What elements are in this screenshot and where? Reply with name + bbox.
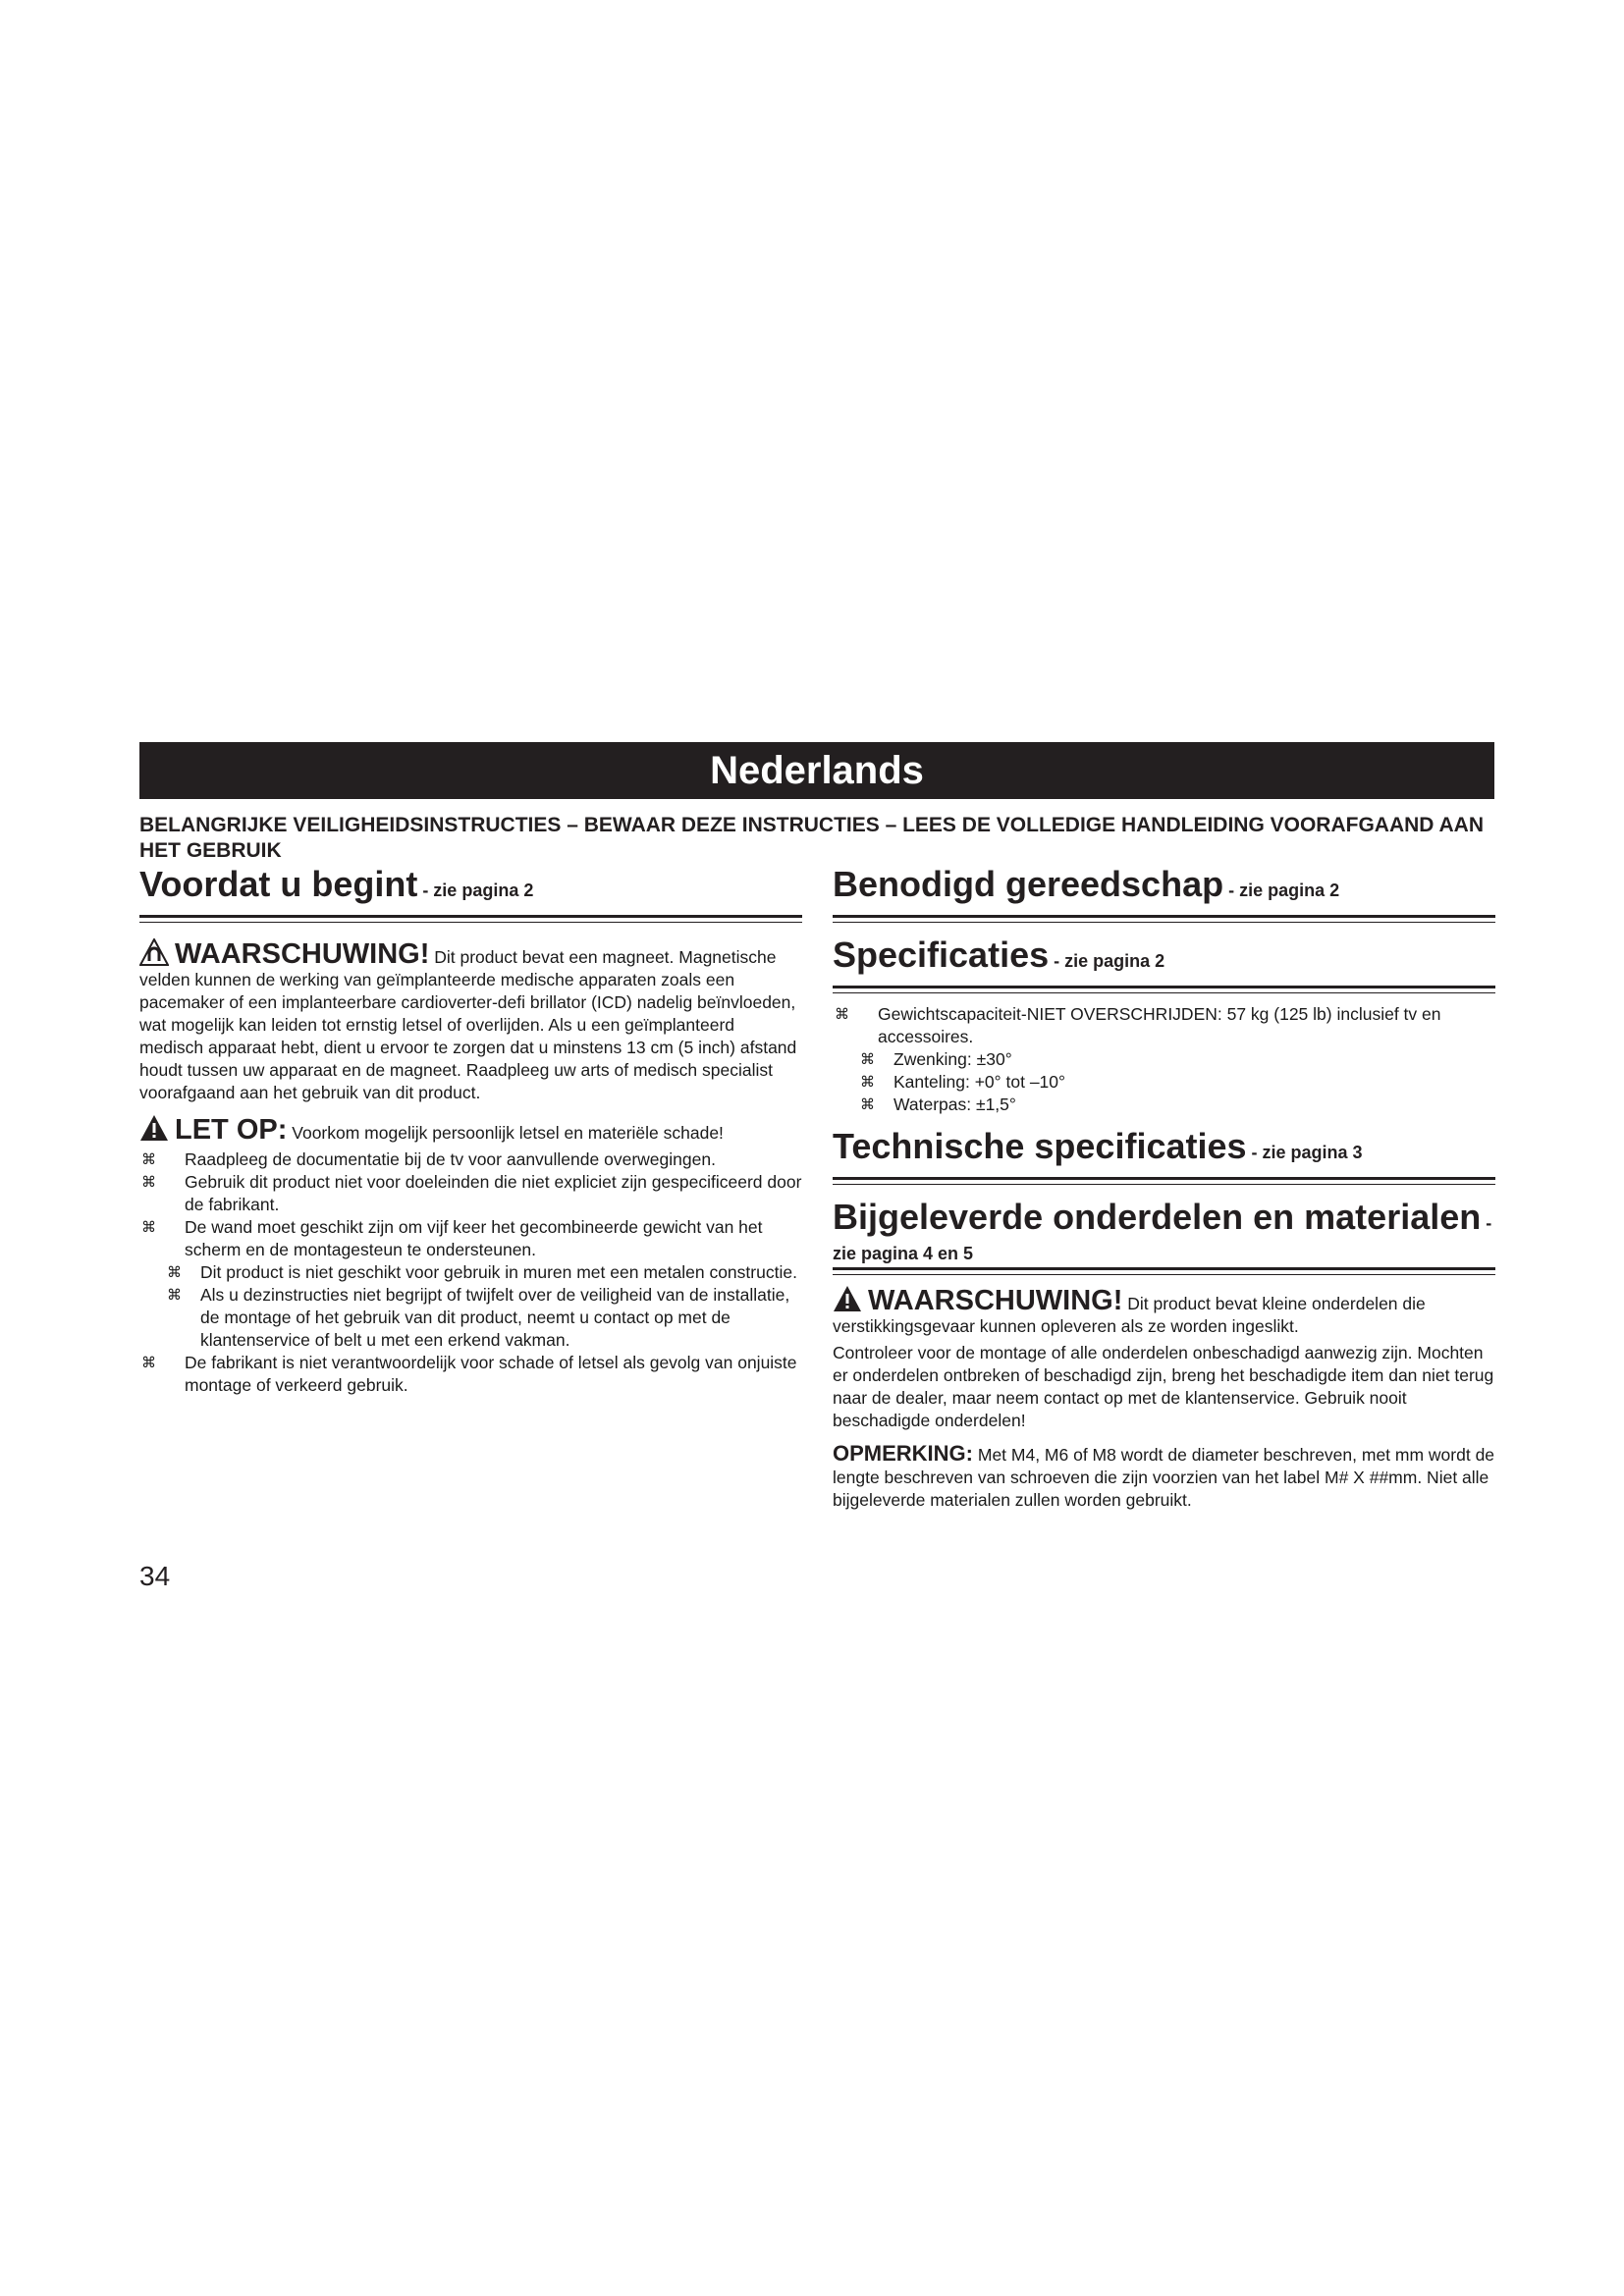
bullet-icon: ⌘ (167, 1287, 182, 1304)
section-title-text: Benodigd gereedschap (833, 864, 1224, 904)
section-rule (139, 915, 802, 923)
choking-warning (833, 1285, 1495, 1338)
bullet-icon: ⌘ (860, 1096, 875, 1113)
language-banner: Nederlands (139, 742, 1494, 799)
left-column (139, 864, 802, 1397)
magnet-warning-icon (139, 938, 169, 966)
safety-heading: BELANGRIJKE VEILIGHEIDSINSTRUCTIES – BEWAAR DEZE INSTRUCTIES – LEES DE VOLLEDIGE HANDLEIDING VOORAFGAAND AAN HET GEBRUIK (139, 814, 1485, 862)
caution-text: Voorkom mogelijk persoonlijk letsel en materiële schade! (287, 1123, 724, 1143)
section-title-parts (833, 1197, 1495, 1263)
note (833, 1442, 1495, 1512)
check-parts-text: Controleer voor de montage of alle onderdelen onbeschadigd aanwezig zijn. Mochten er onderdelen ontbreken of beschadigd zijn, breng het beschadigde item dan niet terug naar de dealer, maar neem contact op met de klantenservice. Gebruik nooit beschadigde onderdelen! (833, 1343, 1494, 1430)
bullet-icon: ⌘ (167, 1264, 182, 1281)
note-text: Met M4, M6 of M8 wordt de diameter beschreven, met mm wordt de lengte beschreven van schroeven die zijn voorzien van het label M# X ##mm. Niet alle bijgeleverde materialen zullen worden gebruikt. (833, 1445, 1495, 1510)
section-rule (833, 915, 1495, 923)
page-ref: - zie pagina 2 (1049, 951, 1165, 971)
list-item: ⌘ De wand moet geschikt zijn om vijf keer het gecombineerde gewicht van het scherm en de montagesteun te ondersteunen. (141, 1217, 763, 1259)
list-item: ⌘ Als u dezinstructies niet begrijpt of twijfelt over de veiligheid van de installatie, de montage of het gebruik van dit product, neemt u contact op met de klantenservice of belt u met een erkend vakman. (167, 1285, 790, 1350)
list-item: ⌘ De fabrikant is niet verantwoordelijk voor schade of letsel als gevolg van onjuiste montage of verkeerd gebruik. (141, 1353, 797, 1395)
note-heading: OPMERKING: (833, 1441, 973, 1466)
bullet-icon: ⌘ (141, 1355, 156, 1371)
bullet-icon: ⌘ (860, 1051, 875, 1068)
warning-heading: WAARSCHUWING! (175, 938, 430, 970)
page-ref: - zie pagina 3 (1246, 1143, 1363, 1162)
warning-triangle-icon (139, 1114, 169, 1142)
section-rule (833, 986, 1495, 993)
list-item: ⌘ Waterpas: ±1,5° (860, 1095, 1016, 1114)
list-item: ⌘ Zwenking: ±30° (860, 1049, 1012, 1069)
caution-heading: LET OP: (175, 1114, 288, 1146)
section-title-before-start (139, 864, 802, 911)
magnet-warning (139, 938, 802, 1104)
list-item: ⌘ Kanteling: +0° tot –10° (860, 1072, 1066, 1092)
section-title-tools (833, 864, 1495, 911)
bullet-icon: ⌘ (141, 1174, 156, 1191)
right-column (833, 864, 1495, 1512)
section-title-text: Voordat u begint (139, 864, 418, 904)
section-title-text: Specificaties (833, 934, 1050, 975)
caution-list (139, 1148, 802, 1397)
bullet-icon: ⌘ (141, 1219, 156, 1236)
list-item: ⌘ Raadpleeg de documentatie bij de tv voor aanvullende overwegingen. (141, 1149, 716, 1169)
list-item: ⌘ Gewichtscapaciteit-NIET OVERSCHRIJDEN: 57 kg (125 lb) inclusief tv en accessoires. (835, 1004, 1441, 1046)
section-title-text: Bijgeleverde onderdelen en materialen (833, 1197, 1482, 1237)
spec-list (833, 1003, 1495, 1116)
section-title-specs (833, 934, 1495, 982)
page-ref: - zie pagina 2 (417, 881, 534, 900)
title-dash: - (1481, 1213, 1492, 1233)
list-item: ⌘ Gebruik dit product niet voor doeleinden die niet expliciet zijn gespecificeerd door de fabrikant. (141, 1172, 802, 1214)
section-title-text: Technische specificaties (833, 1126, 1247, 1166)
section-rule (833, 1267, 1495, 1275)
warning-heading: WAARSCHUWING! (868, 1285, 1123, 1316)
page-ref: - zie pagina 2 (1223, 881, 1340, 900)
warning-triangle-icon (833, 1285, 862, 1312)
warning-text: Dit product bevat kleine onderdelen die verstikkingsgevaar kunnen opleveren als ze worden ingeslikt. (833, 1294, 1426, 1336)
bullet-icon: ⌘ (860, 1074, 875, 1091)
section-rule (833, 1177, 1495, 1185)
page-number: 34 (139, 1561, 171, 1591)
list-item: ⌘ Dit product is niet geschikt voor gebruik in muren met een metalen constructie. (167, 1262, 797, 1282)
warning-text: Dit product bevat een magneet. Magnetische velden kunnen de werking van geïmplanteerde medische apparaten zoals een pacemaker of een implanteerbare cardioverter-defi brillator (ICD) nadelig beïnvloeden, wat mogelijk kan leiden tot ernstig letsel of overlijden. Als u een geïmplanteerd medisch apparaat hebt, dient u ervoor te zorgen dat u minstens 13 cm (5 inch) afstand houdt tussen uw apparaat en de magneet. Raadpleeg uw arts of medisch specialist voorafgaand aan het gebruik van dit product. (139, 947, 797, 1102)
section-title-tech-specs (833, 1126, 1495, 1173)
caution (139, 1114, 802, 1145)
bullet-icon: ⌘ (141, 1151, 156, 1168)
bullet-icon: ⌘ (835, 1006, 849, 1023)
page-ref: zie pagina 4 en 5 (833, 1244, 974, 1263)
